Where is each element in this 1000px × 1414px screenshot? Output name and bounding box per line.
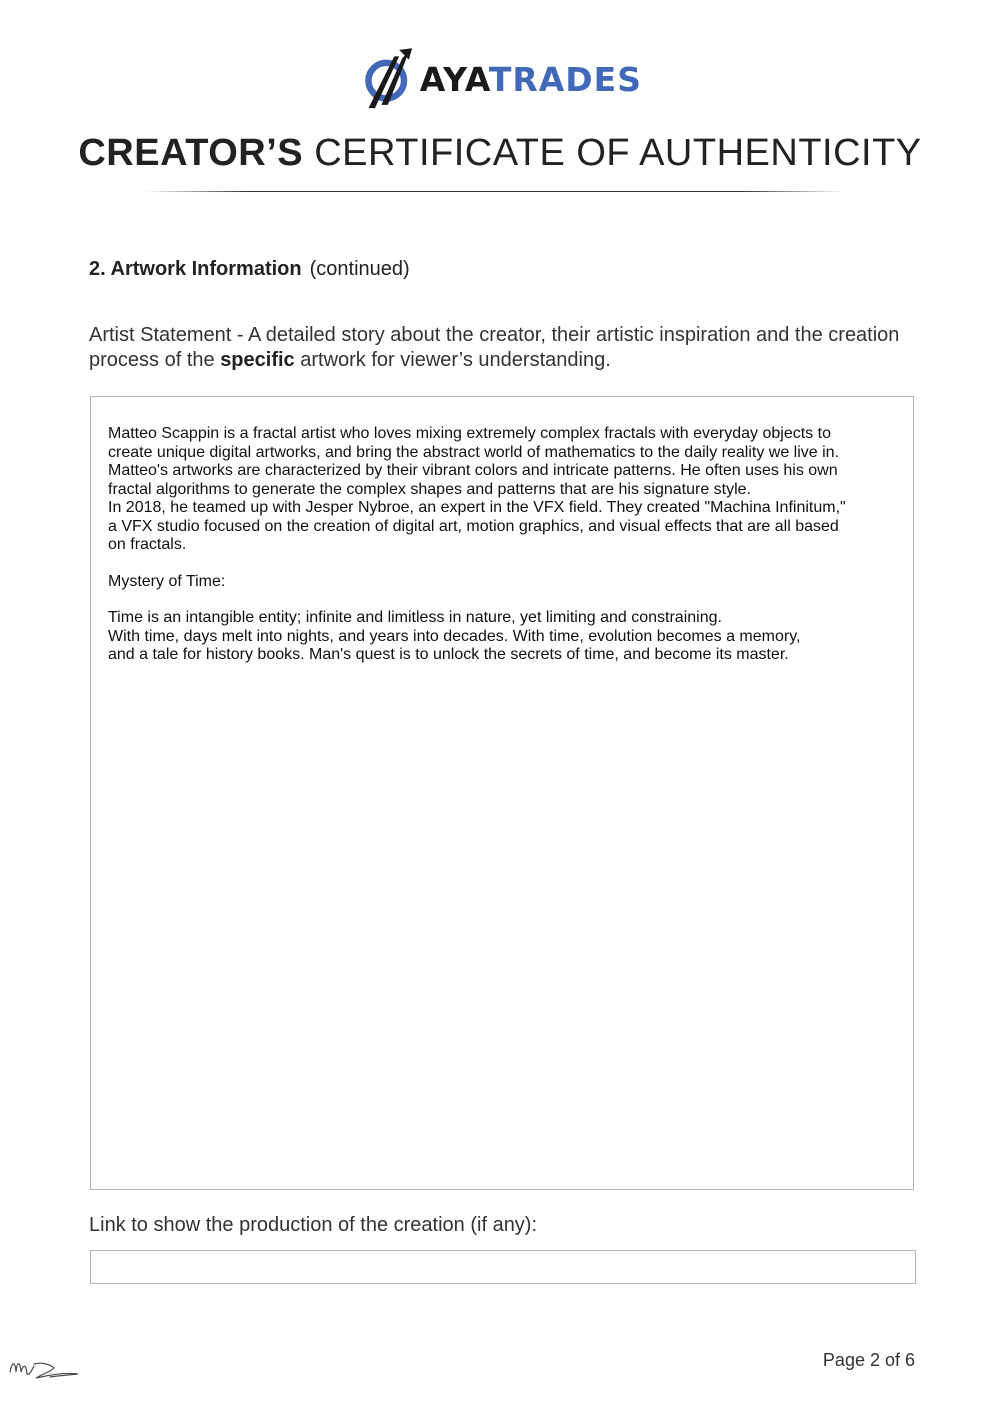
production-link-field[interactable] — [90, 1250, 916, 1284]
ayatrades-logo-icon — [362, 41, 414, 117]
production-link-label: Link to show the production of the creation (if any): — [89, 1214, 538, 1236]
title-divider — [145, 191, 845, 192]
signature-icon — [6, 1352, 84, 1384]
artwork-description: Time is an intangible entity; infinite and limitless in nature, yet limiting and constraining. With time, days melt into nights, and years into decades. With time, evolution becomes a memory, and a tale for history books. Man's quest is to unlock the secrets of time, and become its master. — [108, 609, 801, 663]
artist-statement-content — [108, 425, 903, 665]
section-heading-title: 2. Artwork Information — [89, 258, 302, 280]
instructions-emphasis: specific — [220, 349, 295, 371]
certificate-title — [0, 132, 1000, 175]
certificate-title-bold: CREATOR’S — [78, 132, 304, 174]
page-number: Page 2 of 6 — [822, 1350, 915, 1370]
artist-statement-instructions — [89, 323, 909, 373]
section-heading — [89, 258, 410, 281]
artwork-title: Mystery of Time: — [108, 572, 226, 590]
brand-name-trades: TRADES — [488, 59, 642, 99]
artist-bio: Matteo Scappin is a fractal artist who loves mixing extremely complex fractals with everyday objects to create unique digital artworks, and bring the abstract world of mathematics to the daily reality we live in. Matteo's artworks are characterized by their vibrant colors and intricate patterns. He often uses his own fractal algorithms to generate the complex shapes and patterns that are his signature style. In 2018, he teamed up with Jesper Nybroe, an expert in the VFX field. They created "Machina Infinitum," a VFX studio focused on the creation of digital art, motion graphics, and visual effects that are all based on fractals. — [108, 425, 846, 553]
section-heading-continued: (continued) — [309, 258, 410, 280]
instructions-suffix: artwork for viewer’s understanding. — [294, 349, 611, 371]
certificate-title-light: CERTIFICATE OF AUTHENTICITY — [314, 132, 922, 174]
brand-name — [420, 60, 642, 99]
brand-name-aya: AYA — [419, 59, 489, 99]
artist-statement-field[interactable] — [90, 396, 914, 1190]
instructions-prefix: Artist Statement - A detailed story about the creator, their artistic inspiration and the creation process of the — [89, 324, 900, 371]
brand-logo — [362, 40, 642, 118]
